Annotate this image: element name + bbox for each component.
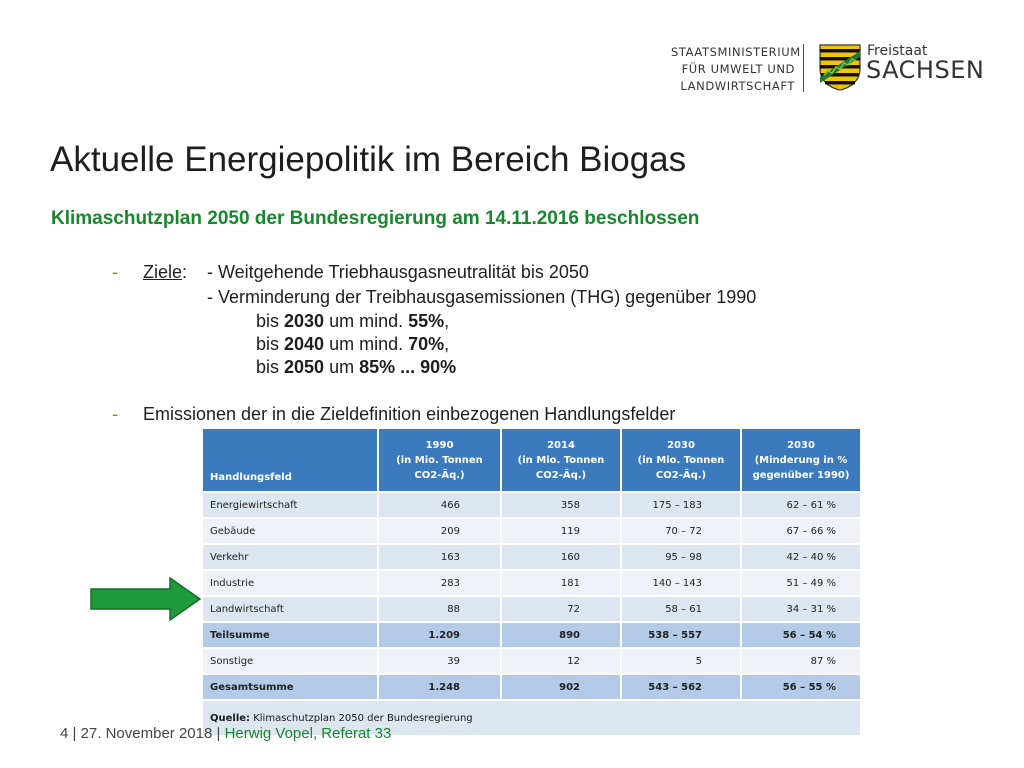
target-pre: bis [256,357,285,377]
cell-2030: 95 – 98 [621,544,741,570]
cell-2014: 902 [501,674,621,700]
footer-author: Herwig Vopel, Referat 33 [224,725,392,742]
cell-1990: 283 [378,570,501,596]
state-label-small: Freistaat [867,43,928,59]
target-line [256,333,449,355]
header-1990 [378,428,501,492]
target-pct: 55% [408,311,445,331]
target-pre: bis [256,311,285,331]
saxony-coat-of-arms-icon [818,43,862,91]
table-row [202,544,861,570]
target-line [256,356,456,378]
cell-reduction: 34 – 31 % [741,596,861,622]
ministry-name: STAATSMINISTERIUM FÜR UMWELT UND LANDWIRTSCHAFT [671,45,801,93]
green-arrow-right-icon [90,577,202,621]
header-2030-reduction [741,428,861,492]
cell-1990: 1.248 [378,674,501,700]
goal-1: - Weitgehende Triebhausgasneutralität bis 2050 [207,262,589,282]
cell-field: Gebäude [202,518,378,544]
header-2014 [501,428,621,492]
cell-reduction: 62 – 61 % [741,492,861,518]
cell-2014: 12 [501,648,621,674]
footer [60,725,391,742]
cell-2030: 5 [621,648,741,674]
table-row [202,596,861,622]
cell-2014: 181 [501,570,621,596]
cell-2014: 890 [501,622,621,648]
cell-field: Sonstige [202,648,378,674]
table-header-row [202,428,861,492]
slide-title: Aktuelle Energiepolitik im Bereich Biogas [50,140,687,179]
cell-1990: 466 [378,492,501,518]
cell-2014: 119 [501,518,621,544]
cell-field: Teilsumme [202,622,378,648]
target-post: , [444,311,450,331]
cell-reduction: 51 – 49 % [741,570,861,596]
cell-2014: 72 [501,596,621,622]
cell-2014: 358 [501,492,621,518]
emissions-table [201,427,862,737]
cell-2030: 140 – 143 [621,570,741,596]
target-post: , [444,334,450,354]
target-pct: 70% [408,334,445,354]
page-number: 4 [60,725,69,742]
cell-2030: 58 – 61 [621,596,741,622]
cell-reduction: 67 – 66 % [741,518,861,544]
footer-date: 27. November 2018 [80,725,213,742]
cell-2030: 175 – 183 [621,492,741,518]
cell-1990: 88 [378,596,501,622]
footer-separator: | [68,725,81,742]
goals-colon: : [182,262,188,282]
target-year: 2030 [284,311,325,331]
goals-label: Ziele [143,262,183,282]
target-year: 2040 [284,334,325,354]
cell-field: Energiewirtschaft [202,492,378,518]
source-label: Quelle: [210,712,251,724]
target-mid: um [324,357,360,377]
header-2030-text: 2030 (in Mio. Tonnen CO2-Äq.) [637,439,725,481]
target-mid: um mind. [324,334,409,354]
cell-reduction: 56 – 54 % [741,622,861,648]
cell-1990: 1.209 [378,622,501,648]
slide-subtitle: Klimaschutzplan 2050 der Bundesregierung am 14.11.2016 beschlossen [51,208,700,229]
target-line [256,310,449,332]
cell-field: Landwirtschaft [202,596,378,622]
state-label-big: SACHSEN [866,56,985,84]
bullet-dash: - [112,262,118,282]
header-2030-reduction-text: 2030 (Minderung in % gegenüber 1990) [752,439,850,481]
target-pct: 85% ... 90% [359,357,457,377]
header-divider [803,44,804,92]
goal-2: - Verminderung der Treibhausgasemissionen (THG) gegenüber 1990 [207,287,757,307]
footer-separator: | [212,725,225,742]
bullet-dash: - [112,404,118,424]
goals-label-line [143,261,187,283]
table-row [202,492,861,518]
table-row-subtotal [202,622,861,648]
table-row-total [202,674,861,700]
cell-field: Industrie [202,570,378,596]
table-row [202,648,861,674]
cell-1990: 39 [378,648,501,674]
emissions-line: Emissionen der in die Zieldefinition einbezogenen Handlungsfelder [143,404,676,424]
cell-1990: 163 [378,544,501,570]
cell-reduction: 87 % [741,648,861,674]
target-pre: bis [256,334,285,354]
header-2030 [621,428,741,492]
source-text: Klimaschutzplan 2050 der Bundesregierung [250,712,473,724]
cell-2014: 160 [501,544,621,570]
table-row [202,570,861,596]
cell-field: Gesamtsumme [202,674,378,700]
target-year: 2050 [284,357,325,377]
header-1990-text: 1990 (in Mio. Tonnen CO2-Äq.) [396,439,483,481]
table-row [202,518,861,544]
header-handlungsfeld: Handlungsfeld [202,428,378,492]
cell-reduction: 42 – 40 % [741,544,861,570]
cell-2030: 543 – 562 [621,674,741,700]
cell-2030: 538 – 557 [621,622,741,648]
cell-field: Verkehr [202,544,378,570]
target-mid: um mind. [324,311,409,331]
header-2014-text: 2014 (in Mio. Tonnen CO2-Äq.) [517,439,605,481]
cell-2030: 70 – 72 [621,518,741,544]
cell-reduction: 56 – 55 % [741,674,861,700]
cell-1990: 209 [378,518,501,544]
